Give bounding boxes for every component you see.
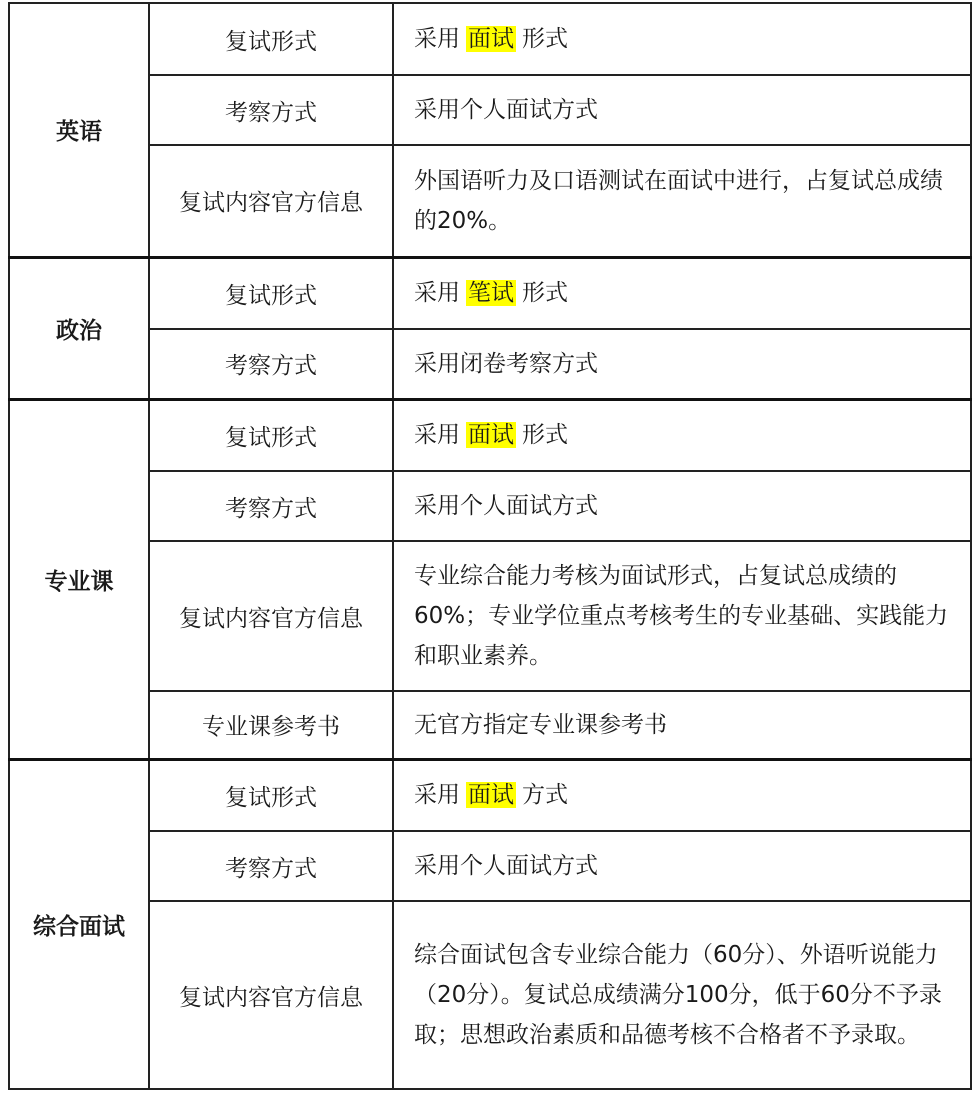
- table-row: [9, 329, 971, 399]
- item-cell: 考察方式: [149, 329, 393, 399]
- content-cell: 外国语听力及口语测试在面试中进行，占复试总成绩的20%。: [393, 145, 971, 257]
- content-cell: [393, 399, 971, 471]
- subject-cell: 综合面试: [9, 759, 149, 1089]
- content-cell: 专业综合能力考核为面试形式，占复试总成绩的60%；专业学位重点考核考生的专业基础、实践能力和职业素养。: [393, 541, 971, 691]
- item-cell: 复试内容官方信息: [149, 541, 393, 691]
- item-cell: 考察方式: [149, 75, 393, 145]
- item-cell: 复试内容官方信息: [149, 145, 393, 257]
- item-cell: 复试形式: [149, 759, 393, 831]
- highlighted-text: 面试: [468, 782, 514, 809]
- subject-cell: 专业课: [9, 399, 149, 759]
- item-cell: 考察方式: [149, 471, 393, 541]
- content-suffix: 形式: [522, 26, 568, 52]
- table-row: [9, 831, 971, 901]
- content-suffix: 形式: [522, 280, 568, 307]
- subject-cell: 英语: [9, 3, 149, 257]
- content-cell: [393, 257, 971, 329]
- highlighted-text: 面试: [468, 26, 514, 52]
- content-cell: 采用个人面试方式: [393, 471, 971, 541]
- item-cell: 考察方式: [149, 831, 393, 901]
- table-row: [9, 541, 971, 691]
- content-cell: [393, 759, 971, 831]
- subject-cell: 政治: [9, 257, 149, 399]
- content-cell: 采用个人面试方式: [393, 831, 971, 901]
- item-cell: 复试形式: [149, 257, 393, 329]
- table-row: [9, 691, 971, 759]
- item-cell: 复试形式: [149, 3, 393, 75]
- content-cell: 采用闭卷考察方式: [393, 329, 971, 399]
- table-row: [9, 471, 971, 541]
- content-cell: 采用个人面试方式: [393, 75, 971, 145]
- table-row: [9, 75, 971, 145]
- table-row: [9, 257, 971, 329]
- content-cell: 综合面试包含专业综合能力（60分）、外语听说能力（20分）。复试总成绩满分100分，低于60分不予录取；思想政治素质和品德考核不合格者不予录取。: [393, 901, 971, 1089]
- retest-info-table: [8, 2, 972, 1090]
- table-row: [9, 3, 971, 75]
- content-suffix: 形式: [522, 422, 568, 449]
- highlighted-text: 笔试: [468, 280, 514, 307]
- content-cell: 无官方指定专业课参考书: [393, 691, 971, 759]
- table-row: [9, 901, 971, 1089]
- highlighted-text: 面试: [468, 422, 514, 449]
- content-prefix: 采用: [414, 422, 460, 449]
- table-row: [9, 759, 971, 831]
- content-prefix: 采用: [414, 280, 460, 307]
- content-prefix: 采用: [414, 782, 460, 809]
- content-suffix: 方式: [522, 782, 568, 809]
- item-cell: 复试内容官方信息: [149, 901, 393, 1089]
- item-cell: 专业课参考书: [149, 691, 393, 759]
- item-cell: 复试形式: [149, 399, 393, 471]
- table-row: [9, 399, 971, 471]
- content-cell: [393, 3, 971, 75]
- table-row: [9, 145, 971, 257]
- content-prefix: 采用: [414, 26, 460, 52]
